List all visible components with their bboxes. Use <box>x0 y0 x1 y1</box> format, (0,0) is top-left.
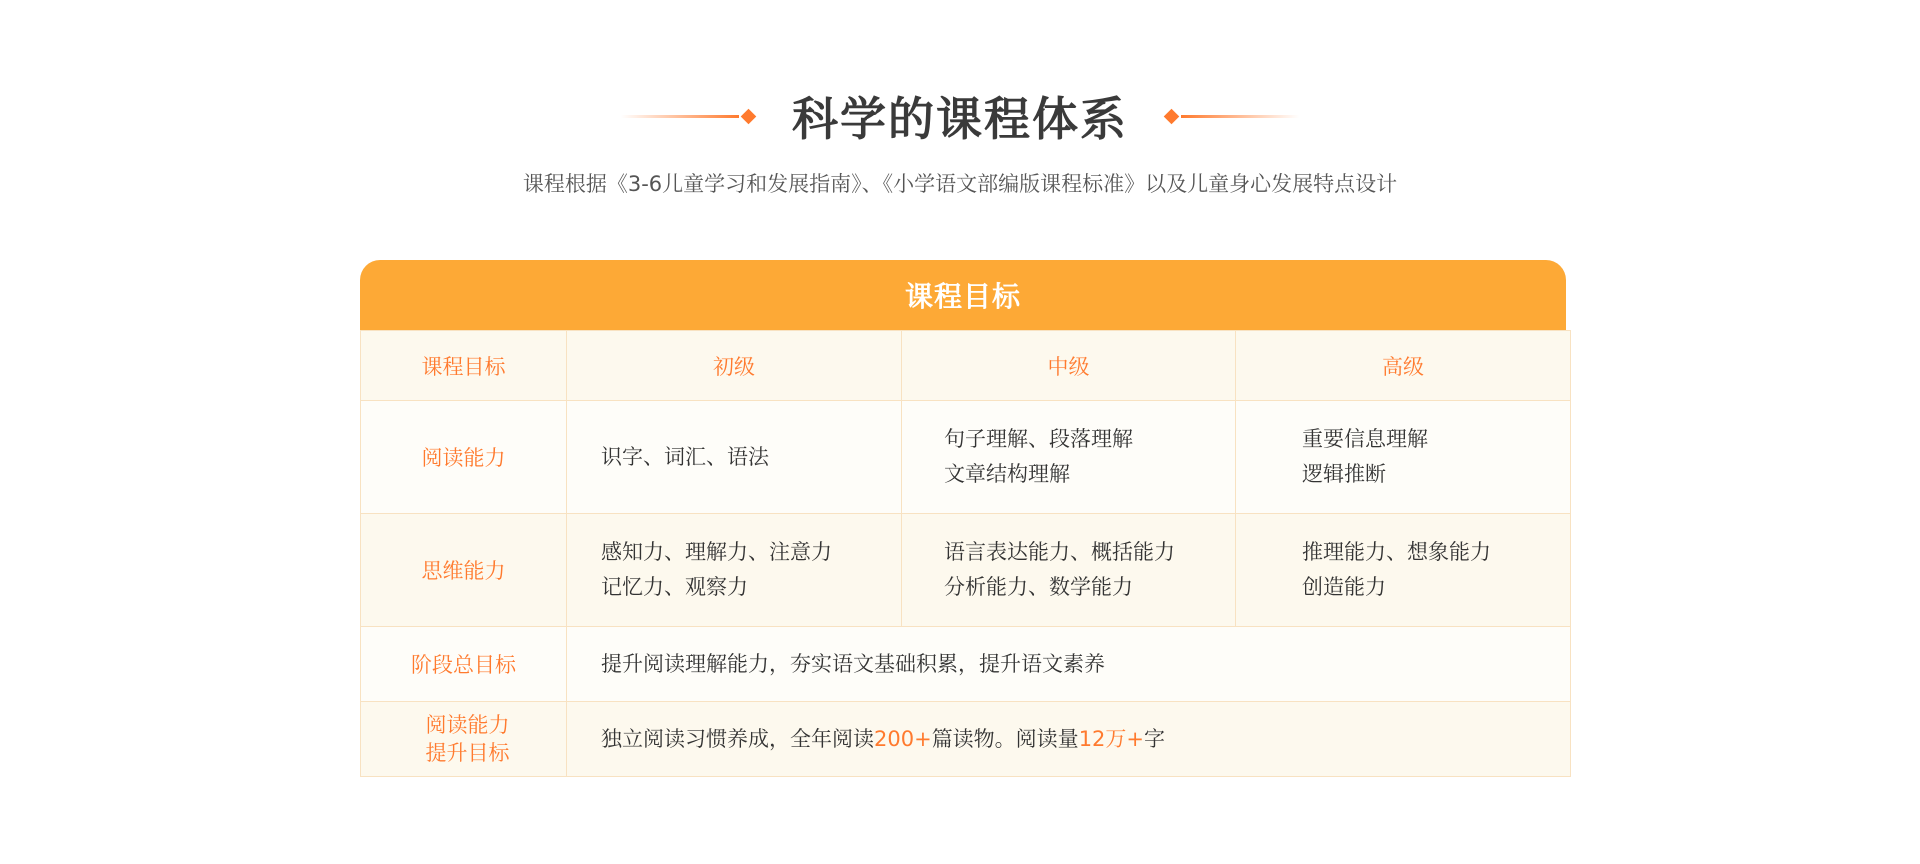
column-header-advanced: 高级 <box>1236 331 1571 401</box>
row-label-stage-goal: 阶段总目标 <box>361 627 567 702</box>
cell-line: 重要信息理解 <box>1302 427 1428 451</box>
column-header-goal: 课程目标 <box>361 331 567 401</box>
reading-goal-text: 字 <box>1144 726 1166 751</box>
column-header-beginner: 初级 <box>567 331 902 401</box>
title-decoration-left <box>621 111 758 122</box>
cell-thinking-intermediate <box>902 514 1236 627</box>
cell-line: 创造能力 <box>1302 575 1386 599</box>
table-caption: 课程目标 <box>360 260 1566 330</box>
table-header-row <box>361 331 1571 401</box>
cell-thinking-beginner <box>567 514 902 627</box>
row-label-line: 阅读能力 <box>425 713 510 737</box>
cell-stage-goal: 提升阅读理解能力，夯实语文基础积累，提升语文素养 <box>567 627 1571 702</box>
table-row-reading-goal <box>361 702 1571 777</box>
reading-goal-text: 独立阅读习惯养成，全年阅读 <box>601 726 874 751</box>
cell-line: 感知力、理解力、注意力 <box>601 540 832 564</box>
row-label-reading: 阅读能力 <box>361 401 567 514</box>
decoration-line <box>1181 115 1299 118</box>
cell-reading-advanced <box>1236 401 1571 514</box>
row-label-line: 提升目标 <box>425 741 510 765</box>
row-label-thinking: 思维能力 <box>361 514 567 627</box>
table-row-thinking <box>361 514 1571 627</box>
row-label-reading-goal <box>361 702 567 777</box>
cell-line: 推理能力、想象能力 <box>1302 540 1491 564</box>
cell-line: 语言表达能力、概括能力 <box>944 540 1175 564</box>
column-header-intermediate: 中级 <box>902 331 1236 401</box>
reading-goal-text: 篇读物。阅读量 <box>931 726 1079 751</box>
cell-line: 分析能力、数学能力 <box>944 575 1133 599</box>
table-row-reading <box>361 401 1571 514</box>
cell-line: 逻辑推断 <box>1302 462 1386 486</box>
title-decoration-right <box>1162 111 1299 122</box>
decoration-line <box>621 115 739 118</box>
diamond-icon <box>741 108 757 124</box>
page-title: 科学的课程体系 <box>792 92 1128 146</box>
cell-thinking-advanced <box>1236 514 1571 627</box>
cell-line: 记忆力、观察力 <box>601 575 748 599</box>
reading-goal-highlight-words: 12万+ <box>1078 726 1145 751</box>
cell-line: 句子理解、段落理解 <box>944 427 1133 451</box>
reading-goal-highlight-count: 200+ <box>874 726 932 751</box>
header <box>0 82 1920 198</box>
diamond-icon <box>1164 108 1180 124</box>
cell-line: 识字、词汇、语法 <box>601 444 769 469</box>
table-row-stage-goal <box>361 627 1571 702</box>
cell-reading-goal <box>567 702 1571 777</box>
title-row <box>0 82 1920 150</box>
cell-line: 文章结构理解 <box>944 462 1070 486</box>
cell-reading-beginner <box>567 401 902 514</box>
cell-reading-intermediate <box>902 401 1236 514</box>
page-subtitle: 课程根据《3-6儿童学习和发展指南》、《小学语文部编版课程标准》以及儿童身心发展特点设计 <box>522 172 1398 196</box>
curriculum-table <box>360 260 1566 777</box>
curriculum-grid <box>360 330 1571 777</box>
